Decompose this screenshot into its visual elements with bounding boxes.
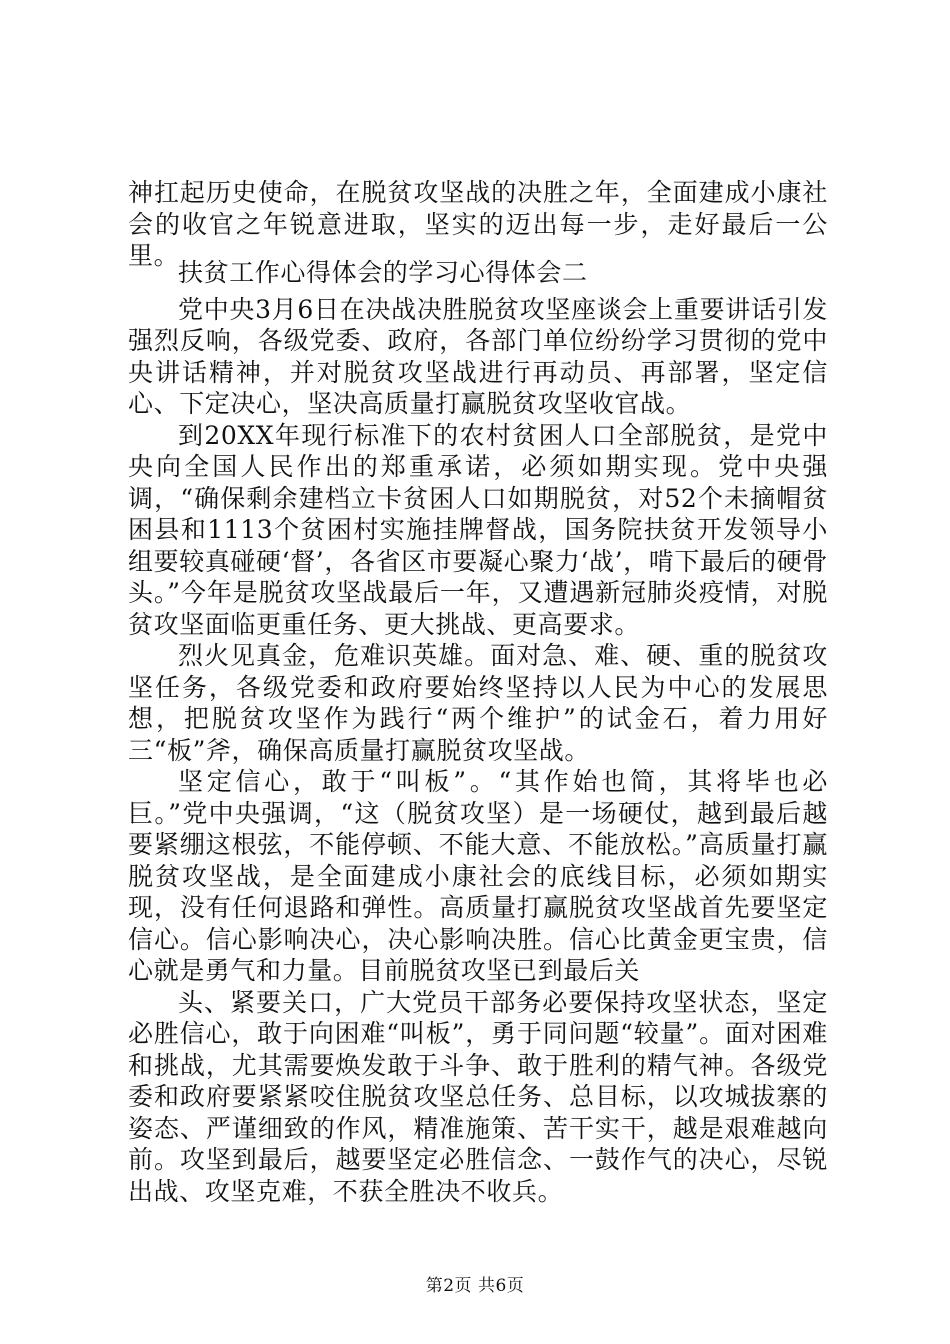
paragraph-4: 坚定信心，敢于“叫板”。“其作始也简，其将毕也必巨。”党中央强调，“这（脱贫攻坚）是一场硬仗，越到最后越要紧绷这根弦，不能停顿、不能大意、不能放松。”高质量打赢脱贫攻坚战，是全面建成小康社会的底线目标，必须如期实现，没有任何退路和弹性。高质量打赢脱贫攻坚战首先要坚定信心。信心影响决心，决心影响决胜。信心比黄金更宝贵，信心就是勇气和力量。目前脱贫攻坚已到最后关: [128, 767, 828, 985]
page-number-footer: 第2页 共6页: [425, 1276, 525, 1296]
continued-paragraph: 神扛起历史使命，在脱贫攻坚战的决胜之年，全面建成小康社会的收官之年锐意进取，坚实的迈出每一步，走好最后一公里。: [128, 178, 828, 270]
section-title: 扶贫工作心得体会的学习心得体会二: [178, 258, 588, 287]
paragraph-3: 烈火见真金，危难识英雄。面对急、难、硬、重的脱贫攻坚任务，各级党委和政府要始终坚持以人民为中心的发展思想，把脱贫攻坚作为践行“两个维护”的试金石，着力用好三“板”斧，确保高质量打赢脱贫攻坚战。: [128, 641, 828, 765]
main-text-block: [128, 257, 828, 1207]
paragraph-2: 到20XX年现行标准下的农村贫困人口全部脱贫，是党中央向全国人民作出的郑重承诺，必须如期实现。党中央强调，“确保剩余建档立卡贫困人口如期脱贫，对52个未摘帽贫困县和1113个贫困村实施挂牌督战，国务院扶贫开发领导小组要较真碰硬‘督’，各省区市要凝心聚力‘战’，啃下最后的硬骨头。”今年是脱贫攻坚战最后一年，又遭遇新冠肺炎疫情，对脱贫攻坚面临更重任务、更大挑战、更高要求。: [128, 420, 828, 639]
paragraph-1: 党中央3月6日在决战决胜脱贫攻坚座谈会上重要讲话引发强烈反响，各级党委、政府，各部门单位纷纷学习贯彻的党中央讲话精神，并对脱贫攻坚战进行再动员、再部署，坚定信心、下定决心，坚决高质量打赢脱贫攻坚收官战。: [128, 294, 828, 418]
paragraph-5: 头、紧要关口，广大党员干部务必要保持攻坚状态，坚定必胜信心，敢于向困难“叫板”，勇于同问题“较量”。面对困难和挑战，尤其需要焕发敢于斗争、敢于胜利的精气神。各级党委和政府要紧紧咬住脱贫攻坚总任务、总目标，以攻城拔寨的姿态、严谨细致的作风，精准施策、苦干实干，越是艰难越向前。攻坚到最后，越要坚定必胜信念、一鼓作气的决心，尽锐出战、攻坚克难，不获全胜决不收兵。: [128, 987, 828, 1206]
